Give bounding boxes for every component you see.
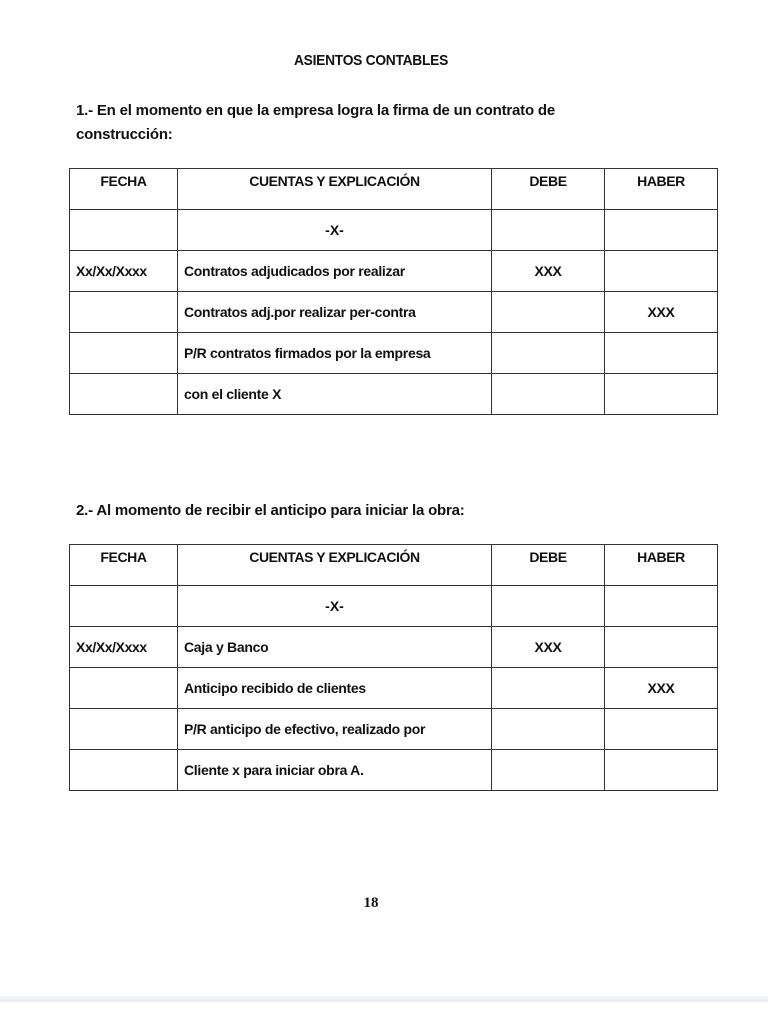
cell-haber [605, 251, 718, 292]
cell-cuentas: con el cliente X [178, 374, 492, 415]
cell-cuentas: Caja y Banco [178, 627, 492, 668]
journal-table-1 [69, 168, 718, 415]
header-cuentas: CUENTAS Y EXPLICACIÓN [178, 545, 492, 586]
cell-fecha: Xx/Xx/Xxxx [70, 251, 178, 292]
cell-fecha [70, 586, 178, 627]
section-heading-1-line1: 1.- En el momento en que la empresa logra la firma de un contrato de [76, 102, 556, 119]
cell-haber [605, 709, 718, 750]
cell-debe [492, 586, 605, 627]
cell-debe [492, 374, 605, 415]
header-haber: HABER [605, 169, 718, 210]
cell-fecha [70, 668, 178, 709]
cell-haber [605, 586, 718, 627]
header-haber: HABER [605, 545, 718, 586]
cell-haber [605, 750, 718, 791]
table-row [70, 333, 718, 374]
cell-haber [605, 210, 718, 251]
section-heading-1-line2: construcción: [76, 126, 173, 143]
header-fecha: FECHA [70, 169, 178, 210]
cell-cuentas: Anticipo recibido de clientes [178, 668, 492, 709]
cell-debe [492, 750, 605, 791]
table-row [70, 251, 718, 292]
cell-debe [492, 709, 605, 750]
cell-fecha [70, 292, 178, 333]
cell-cuentas: Contratos adjudicados por realizar [178, 251, 492, 292]
cell-haber: XXX [605, 668, 718, 709]
cell-haber [605, 627, 718, 668]
cell-cuentas: Contratos adj.por realizar per-contra [178, 292, 492, 333]
cell-cuentas: P/R contratos firmados por la empresa [178, 333, 492, 374]
scan-bottom-edge [0, 996, 768, 1002]
cell-cuentas: Cliente x para iniciar obra A. [178, 750, 492, 791]
cell-fecha [70, 374, 178, 415]
cell-debe [492, 668, 605, 709]
cell-debe [492, 210, 605, 251]
cell-fecha: Xx/Xx/Xxxx [70, 627, 178, 668]
table-row [70, 750, 718, 791]
table-row [70, 627, 718, 668]
cell-haber: XXX [605, 292, 718, 333]
cell-cuentas: P/R anticipo de efectivo, realizado por [178, 709, 492, 750]
cell-fecha [70, 709, 178, 750]
table-row [70, 374, 718, 415]
cell-debe [492, 333, 605, 374]
table-row [70, 210, 718, 251]
table-row [70, 586, 718, 627]
table-header-row [70, 169, 718, 210]
page-number: 18 [363, 895, 379, 911]
table-row [70, 668, 718, 709]
header-fecha: FECHA [70, 545, 178, 586]
table-row [70, 292, 718, 333]
cell-cuentas: -X- [178, 210, 492, 251]
page-title: ASIENTOS CONTABLES [293, 52, 449, 69]
cell-debe: XXX [492, 627, 605, 668]
header-cuentas: CUENTAS Y EXPLICACIÓN [178, 169, 492, 210]
cell-debe [492, 292, 605, 333]
cell-fecha [70, 210, 178, 251]
journal-table-2 [69, 544, 718, 791]
table-header-row [70, 545, 718, 586]
header-debe: DEBE [492, 545, 605, 586]
cell-debe: XXX [492, 251, 605, 292]
header-debe: DEBE [492, 169, 605, 210]
cell-cuentas: -X- [178, 586, 492, 627]
cell-haber [605, 333, 718, 374]
table-row [70, 709, 718, 750]
cell-fecha [70, 333, 178, 374]
section-heading-2 [76, 499, 696, 523]
section-heading-1 [76, 99, 696, 147]
cell-haber [605, 374, 718, 415]
section-heading-2-line1: 2.- Al momento de recibir el anticipo para iniciar la obra: [76, 502, 465, 519]
cell-fecha [70, 750, 178, 791]
